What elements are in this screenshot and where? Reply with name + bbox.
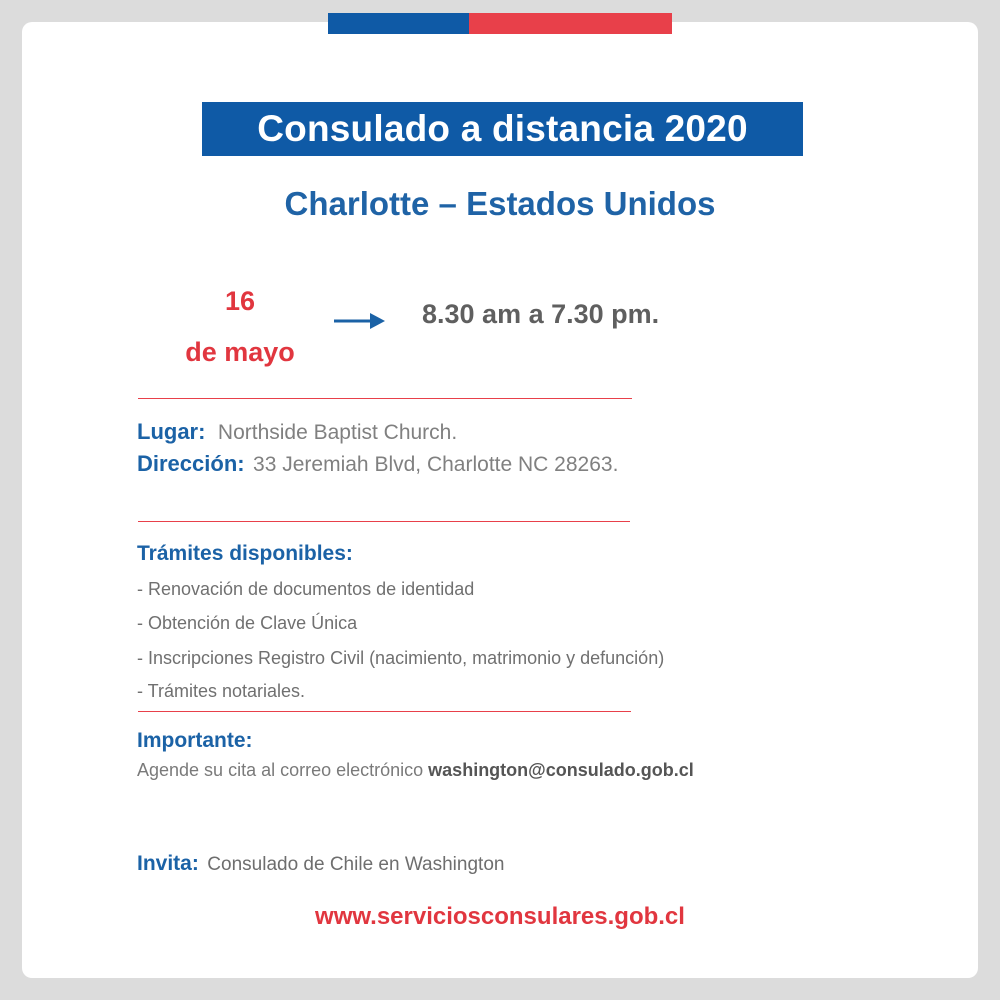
list-item: - Obtención de Clave Única [137,613,358,633]
list-item: - Renovación de documentos de identidad [137,579,475,599]
flag-blue-segment [328,13,469,34]
page-subtitle: Charlotte – Estados Unidos [284,185,716,222]
invite-value: Consulado de Chile en Washington [207,854,505,875]
address-value: 33 Jeremiah Blvd, Charlotte NC 28263. [253,453,619,476]
flag-red-segment [469,13,672,34]
divider [138,711,631,712]
invite-row [137,850,504,880]
flag-stripe [328,13,672,34]
place-row [137,418,457,449]
event-hours: 8.30 am a 7.30 pm. [422,299,660,329]
place-value: Northside Baptist Church. [217,421,458,444]
important-text: Agende su cita al correo electrónico [137,760,429,780]
poster-card [22,22,978,978]
website-link[interactable]: www.serviciosconsulares.gob.cl [315,903,685,930]
important-heading: Importante: [137,729,253,752]
procedures-heading: Trámites disponibles: [137,542,353,565]
divider [138,521,630,522]
contact-email[interactable]: washington@consulado.gob.cl [428,760,694,780]
arrow-right-icon [334,310,386,332]
address-row [137,450,618,481]
list-item: - Inscripciones Registro Civil (nacimiento, matrimonio y defunción) [137,648,665,668]
event-day: 16 [224,286,256,316]
list-item: - Trámites notariales. [137,681,306,701]
divider [138,398,632,399]
page-title: Consulado a distancia 2020 [202,102,803,156]
event-month: de mayo [185,337,295,367]
address-label: Dirección: [137,451,245,476]
invite-label: Invita: [137,852,199,875]
place-label: Lugar: [137,419,206,444]
important-note [137,758,694,782]
